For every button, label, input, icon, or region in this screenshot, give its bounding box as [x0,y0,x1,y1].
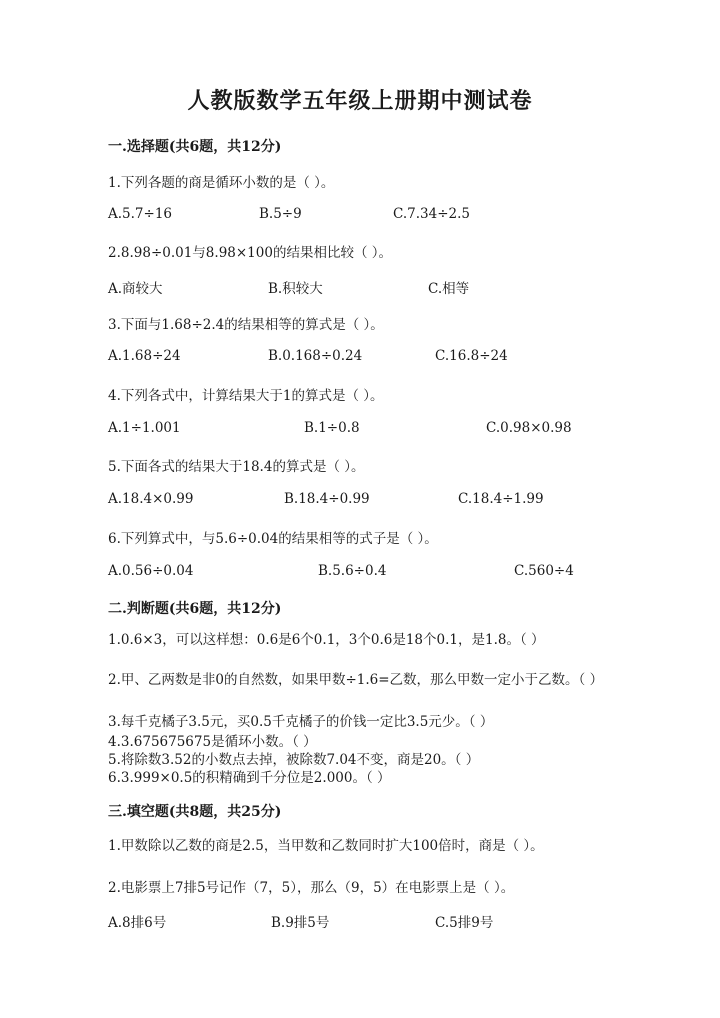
option-a: A.18.4×0.99 [108,491,194,507]
option-c: C.18.4÷1.99 [458,491,544,507]
option-b: B.积较大 [268,281,323,297]
option-a: A.1÷1.001 [108,420,181,436]
option-b: B.0.168÷0.24 [268,348,363,364]
option-a: A.1.68÷24 [108,348,181,364]
option-c: C.相等 [428,281,470,297]
page-title: 人教版数学五年级上册期中测试卷 [187,88,533,114]
section-heading-judgement: 二.判断题(共6题，共12分) [108,601,282,617]
fill-question-1: 1.甲数除以乙数的商是2.5，当甲数和乙数同时扩大100倍时，商是（ ）。 [108,838,544,854]
option-b: B.9排5号 [271,915,330,931]
question-1: 1.下列各题的商是循环小数的是（ ）。 [108,175,335,191]
judgement-3: 3.每千克橘子3.5元，买0.5千克橘子的价钱一定比3.5元少。（ ） [108,714,494,730]
judgement-6: 6.3.999×0.5的积精确到千分位是2.000。（ ） [108,770,391,786]
judgement-2: 2.甲、乙两数是非0的自然数，如果甲数÷1.6=乙数，那么甲数一定小于乙数。（ ） [108,672,604,688]
option-a: A.商较大 [108,281,163,297]
option-c: C.7.34÷2.5 [393,206,470,222]
fill-question-2: 2.电影票上7排5号记作（7，5），那么（9，5）在电影票上是（ ）。 [108,880,515,896]
option-b: B.5.6÷0.4 [318,563,387,579]
option-b: B.5÷9 [259,206,302,222]
question-2: 2.8.98÷0.01与8.98×100的结果相比较（ ）。 [108,245,392,261]
option-a: A.0.56÷0.04 [108,563,194,579]
section-heading-fill: 三.填空题(共8题，共25分) [108,804,282,820]
question-4: 4.下列各式中，计算结果大于1的算式是（ ）。 [108,388,384,404]
question-3: 3.下面与1.68÷2.4的结果相等的算式是（ ）。 [108,317,384,333]
judgement-4: 4.3.675675675是循环小数。（ ） [108,734,317,750]
option-b: B.18.4÷0.99 [284,491,370,507]
judgement-1: 1.0.6×3，可以这样想：0.6是6个0.1，3个0.6是18个0.1，是1.8。（ ） [108,632,545,648]
option-a: A.8排6号 [108,915,167,931]
option-c: C.560÷4 [514,563,574,579]
option-c: C.16.8÷24 [435,348,508,364]
option-b: B.1÷0.8 [304,420,360,436]
question-6: 6.下列算式中，与5.6÷0.04的结果相等的式子是（ ）。 [108,531,438,547]
question-5: 5.下面各式的结果大于18.4的算式是（ ）。 [108,459,365,475]
option-a: A.5.7÷16 [108,206,172,222]
judgement-5: 5.将除数3.52的小数点去掉，被除数7.04不变，商是20。（ ） [108,752,480,768]
option-c: C.0.98×0.98 [486,420,572,436]
option-c: C.5排9号 [435,915,494,931]
section-heading-choice: 一.选择题(共6题，共12分) [108,139,282,155]
